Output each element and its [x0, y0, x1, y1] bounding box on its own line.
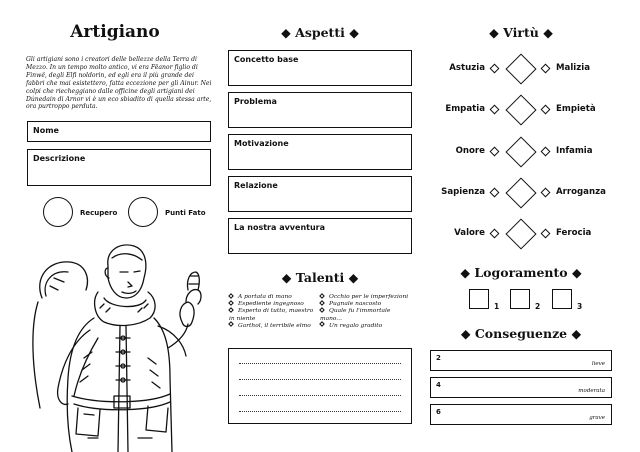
flaw-checkbox-icon[interactable] [541, 188, 551, 198]
dotted-line [239, 363, 401, 364]
wear-box-3[interactable] [552, 289, 572, 309]
wear-box-number: 3 [577, 302, 583, 311]
talent-item[interactable]: Pugnale nascosto [320, 301, 414, 308]
fate-points-tracker[interactable] [128, 197, 158, 227]
aspect-label: La nostra avventura [234, 223, 325, 232]
virtues-title: Virtù [503, 25, 539, 40]
ornament-left-icon: ◆ [460, 265, 470, 280]
virtue-label: Valore [454, 228, 485, 238]
talent-item[interactable]: Quale fu l'immortale mano... [320, 308, 391, 322]
aspect-field-1[interactable] [228, 92, 412, 128]
wear-box-1[interactable] [469, 289, 489, 309]
aspects-title: Aspetti [295, 25, 345, 40]
wear-box-2[interactable] [510, 289, 530, 309]
ornament-right-icon: ◆ [348, 270, 359, 285]
flaw-label: Malizia [556, 63, 590, 73]
description-field[interactable] [27, 149, 211, 186]
aspect-field-3[interactable] [228, 176, 412, 212]
flaw-label: Infamia [556, 146, 593, 156]
talent-item[interactable]: Un regalo gradito [320, 323, 414, 330]
consequence-severity: grave [589, 415, 605, 421]
name-field[interactable] [27, 121, 211, 142]
flaw-checkbox-icon[interactable] [541, 147, 551, 157]
ornament-left-icon: ◆ [281, 25, 291, 40]
flaw-label: Empietà [556, 104, 596, 114]
wear-box-number: 1 [494, 302, 500, 311]
aspect-label: Motivazione [234, 139, 289, 148]
consequences-section-title [430, 326, 612, 341]
diamond-checkbox-icon [228, 300, 234, 306]
fate-points-label: Punti Fato [165, 209, 206, 217]
virtue-scale-diamond-icon[interactable] [505, 136, 536, 167]
aspect-label: Relazione [234, 181, 278, 190]
aspects-section-title [228, 25, 412, 40]
virtue-checkbox-icon[interactable] [490, 105, 500, 115]
virtue-label: Empatia [445, 104, 485, 114]
consequence-value: 4 [436, 381, 441, 389]
talent-item[interactable]: A portata di mano [229, 294, 317, 301]
recovery-tracker[interactable] [43, 197, 73, 227]
flaw-checkbox-icon[interactable] [541, 229, 551, 239]
consequence-severity: moderata [578, 388, 605, 394]
virtue-checkbox-icon[interactable] [490, 229, 500, 239]
consequence-value: 6 [436, 408, 441, 416]
dotted-line [239, 395, 401, 396]
talent-item[interactable]: Occhio per le imperfezioni [320, 294, 414, 301]
aspect-label: Concetto base [234, 55, 299, 64]
consequences-title: Conseguenze [474, 326, 568, 341]
diamond-checkbox-icon [319, 300, 325, 306]
talents-list-col2 [320, 294, 414, 330]
talent-item[interactable]: Esperto di tutto, maestro in niente [229, 308, 314, 322]
talent-item[interactable]: Garthol, il terribile elmo [229, 323, 317, 330]
ornament-left-icon: ◆ [460, 326, 471, 341]
wear-box-number: 2 [535, 302, 541, 311]
ornament-right-icon: ◆ [572, 265, 582, 280]
intro-text: Gli artigiani sono i creatori delle bellezze della Terra di Mezzo. In un tempo molto antico, vi era Fëanor figlio di Finwë, degli Elfi noldorin, ed egli era il più grande dei fabbri che mai esistettero, fatta eccezione per gli Ainur. Nei colpi che riecheggiano dalle officine degli artigiani dei Dúnedain di Arnor vi è un eco sbiadito di quella stessa arte, ora purtroppo perduta. [26, 56, 212, 111]
diamond-checkbox-icon [319, 307, 325, 313]
name-label: Nome [33, 126, 59, 135]
virtue-label: Onore [455, 146, 485, 156]
character-illustration [28, 238, 218, 452]
description-label: Descrizione [33, 154, 86, 163]
consequence-field-moderate[interactable] [430, 377, 612, 398]
dotted-line [239, 411, 401, 412]
consequence-field-severe[interactable] [430, 404, 612, 425]
wear-title: Logoramento [474, 265, 568, 280]
ornament-left-icon: ◆ [489, 25, 499, 40]
virtue-checkbox-icon[interactable] [490, 147, 500, 157]
wear-section-title [430, 265, 612, 280]
virtues-section-title [430, 25, 612, 40]
aspect-field-2[interactable] [228, 134, 412, 170]
diamond-checkbox-icon [319, 293, 325, 299]
virtue-checkbox-icon[interactable] [490, 188, 500, 198]
consequence-severity: lieve [591, 361, 605, 367]
flaw-checkbox-icon[interactable] [541, 105, 551, 115]
virtue-checkbox-icon[interactable] [490, 64, 500, 74]
diamond-checkbox-icon [228, 307, 234, 313]
virtue-scale-diamond-icon[interactable] [505, 177, 536, 208]
flaw-label: Ferocia [556, 228, 592, 238]
recovery-label: Recupero [80, 209, 118, 217]
talents-list-col1 [229, 294, 317, 330]
talent-item[interactable]: Espediente ingegnoso [229, 301, 317, 308]
diamond-checkbox-icon [228, 321, 234, 327]
consequence-field-mild[interactable] [430, 350, 612, 371]
ornament-right-icon: ◆ [543, 25, 553, 40]
aspect-label: Problema [234, 97, 277, 106]
aspect-field-0[interactable] [228, 50, 412, 86]
diamond-checkbox-icon [319, 321, 325, 327]
talents-title: Talenti [295, 270, 345, 285]
virtue-label: Astuzia [449, 63, 485, 73]
talents-section-title [228, 270, 412, 285]
ornament-left-icon: ◆ [281, 270, 292, 285]
diamond-checkbox-icon [228, 293, 234, 299]
virtue-scale-diamond-icon[interactable] [505, 218, 536, 249]
aspect-field-4[interactable] [228, 218, 412, 254]
consequence-value: 2 [436, 354, 441, 362]
dotted-line [239, 379, 401, 380]
talents-notes-field[interactable] [228, 348, 412, 424]
flaw-label: Arroganza [556, 187, 606, 197]
ornament-right-icon: ◆ [349, 25, 359, 40]
ornament-right-icon: ◆ [571, 326, 582, 341]
virtue-scale-diamond-icon[interactable] [505, 94, 536, 125]
page-title: Artigiano [70, 22, 160, 42]
virtue-label: Sapienza [441, 187, 485, 197]
flaw-checkbox-icon[interactable] [541, 64, 551, 74]
virtue-scale-diamond-icon[interactable] [505, 53, 536, 84]
